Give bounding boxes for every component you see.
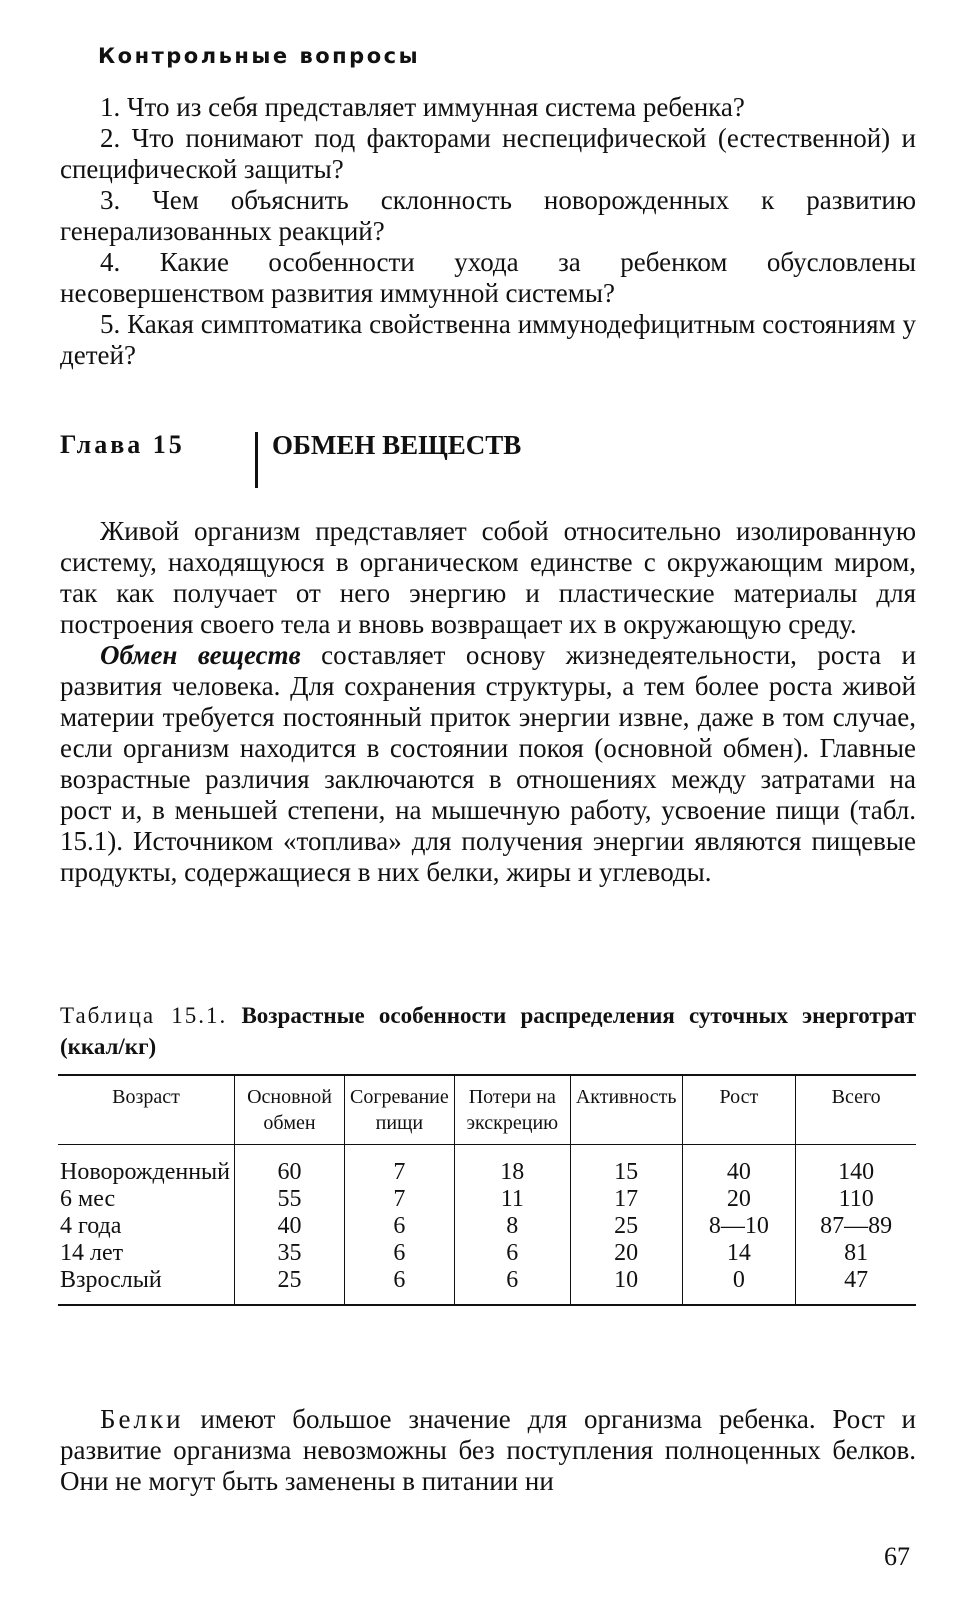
cell: 6 [345, 1240, 455, 1267]
paragraph-2-text: составляет основу жизнедеятельности, роста и развития человека. Для сохранения структуры, а тем более роста живой материи требуется постоянный приток энергии извне, даже в том случае, если организм находится в состоянии покоя (основной обмен). Главные возрастные различия заключаются в отношениях между затратами на рост и, в меньшей степени, на мышечную работу, усвоение пищи (табл. 15.1). Источником «топлива» для получения энергии являются пищевые продукты, содержащиеся в них белки, жиры и углеводы. [60, 640, 916, 887]
term-metabolism: Обмен веществ [100, 640, 301, 670]
table-row [58, 1240, 916, 1267]
cell: 6 [345, 1213, 455, 1240]
cell: 25 [570, 1213, 682, 1240]
cell: 40 [682, 1145, 796, 1187]
cell: 40 [235, 1213, 345, 1240]
cell-age: 6 мес [60, 1186, 116, 1212]
chapter-divider [255, 432, 258, 488]
paragraph-3 [60, 1404, 916, 1497]
term-proteins: Белки [100, 1404, 184, 1434]
cell: 87—89 [796, 1213, 916, 1240]
table-header-row [58, 1075, 916, 1145]
cell: 140 [796, 1145, 916, 1187]
table-row [58, 1186, 916, 1213]
energy-table [58, 1074, 916, 1306]
cell: 55 [235, 1186, 345, 1213]
table-caption-title: Возрастные особенности распределения суточных энерготрат (ккал/кг) [60, 1003, 916, 1059]
intro-text [60, 516, 916, 888]
question-item: 3. Чем объяснить склонность новорожденных к развитию генерализованных реакций? [60, 185, 916, 246]
questions-heading: Контрольные вопросы [98, 44, 421, 68]
cell: 11 [454, 1186, 570, 1213]
question-item: 1. Что из себя представляет иммунная система ребенка? [100, 92, 745, 122]
cell: 20 [570, 1240, 682, 1267]
table-row [58, 1145, 916, 1187]
cell: 10 [570, 1267, 682, 1305]
paragraph-2 [60, 640, 916, 888]
cell: 8 [454, 1213, 570, 1240]
question-item: 2. Что понимают под факторами неспецифической (естественной) и специфической защиты? [60, 123, 916, 184]
cell: 47 [796, 1267, 916, 1305]
cell-age: 14 лет [60, 1240, 124, 1266]
table-caption [60, 1000, 916, 1062]
cell: 25 [235, 1267, 345, 1305]
table-row [58, 1267, 916, 1305]
table-caption-label: Таблица 15.1. [60, 1003, 228, 1028]
questions-list [60, 92, 916, 371]
header-total: Всего [796, 1075, 916, 1145]
cell: 81 [796, 1240, 916, 1267]
header-basal: Основной обмен [235, 1075, 345, 1145]
paragraph-1: Живой организм представляет собой относительно изолированную систему, находящуюся в органическом единстве с окружающим миром, так как получает от него энергию и пластические материалы для построения своего тела и вновь возвращает их в окружающую среду. [60, 516, 916, 639]
cell: 20 [682, 1186, 796, 1213]
header-excretion: Потери на экскрецию [454, 1075, 570, 1145]
question-item: 4. Какие особенности ухода за ребенком обусловлены несовершенством развития иммунной системы? [60, 247, 916, 308]
cell: 0 [682, 1267, 796, 1305]
cell: 110 [796, 1186, 916, 1213]
cell-age: Новорожденный [60, 1159, 231, 1185]
cell-age: 4 года [60, 1213, 122, 1239]
cell: 18 [454, 1145, 570, 1187]
chapter-label: Глава 15 [60, 430, 185, 459]
cell: 35 [235, 1240, 345, 1267]
cell: 15 [570, 1145, 682, 1187]
cell: 60 [235, 1145, 345, 1187]
cell-age: Взрослый [58, 1267, 235, 1305]
header-food-heating: Согревание пищи [345, 1075, 455, 1145]
question-item: 5. Какая симптоматика свойственна иммунодефицитным состояниям у детей? [60, 309, 916, 370]
cell: 7 [345, 1186, 455, 1213]
page-number: 67 [884, 1542, 910, 1571]
chapter-title: ОБМЕН ВЕЩЕСТВ [272, 430, 522, 460]
header-activity: Активность [570, 1075, 682, 1145]
table-row [58, 1213, 916, 1240]
paragraph-3-text: имеют большое значение для организма ребенка. Рост и развитие организма невозможны без поступления полноценных белков. Они не могут быть заменены в питании ни [60, 1404, 916, 1496]
cell: 6 [454, 1240, 570, 1267]
cell: 7 [345, 1145, 455, 1187]
header-age: Возраст [58, 1075, 235, 1145]
cell: 6 [454, 1267, 570, 1305]
header-growth: Рост [682, 1075, 796, 1145]
cell: 8—10 [682, 1213, 796, 1240]
cell: 17 [570, 1186, 682, 1213]
cell: 6 [345, 1267, 455, 1305]
cell: 14 [682, 1240, 796, 1267]
proteins-text [60, 1404, 916, 1497]
